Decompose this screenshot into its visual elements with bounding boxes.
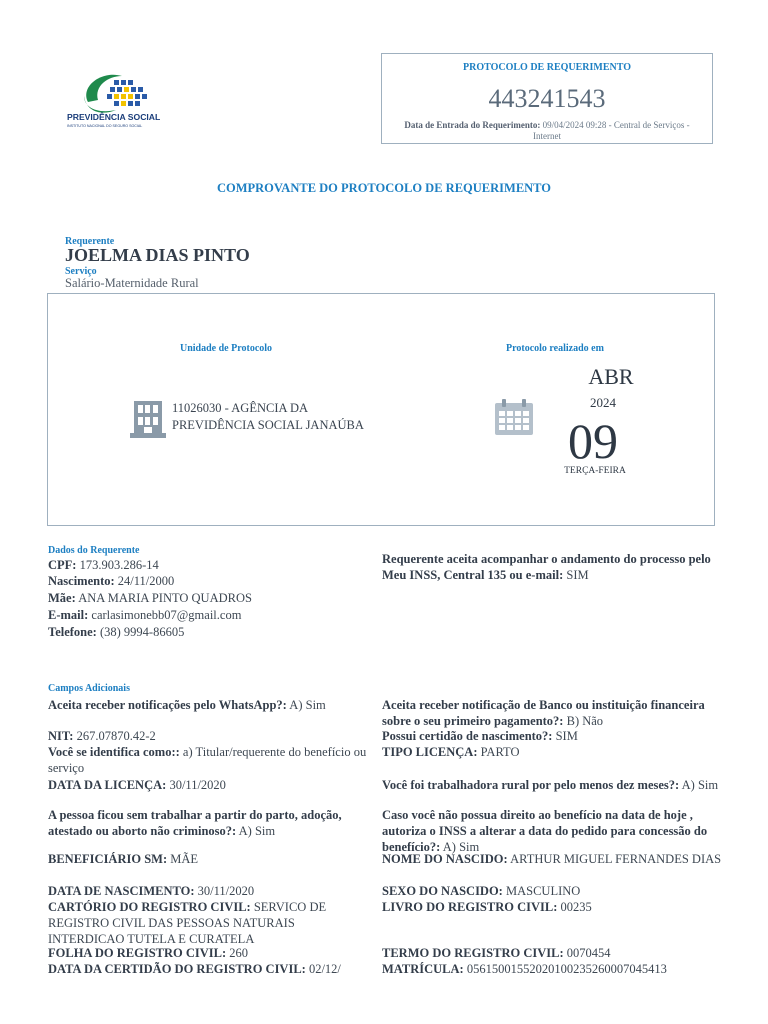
requerente-label: Requerente <box>65 236 115 247</box>
data-licenca-field: DATA DA LICENÇA: 30/11/2020 <box>48 778 226 792</box>
livro-field: LIVRO DO REGISTRO CIVIL: 00235 <box>382 900 592 914</box>
protocol-label: PROTOCOLO DE REQUERIMENTO <box>463 62 631 73</box>
svg-text:INSTITUTO NACIONAL DO SEGURO S: INSTITUTO NACIONAL DO SEGURO SOCIAL <box>67 124 143 128</box>
entry-date: Data de Entrada do Requerimento: 09/04/2024 09:28 - Central de Serviços - Internet <box>404 120 690 141</box>
nascimento-field: Nascimento: 24/11/2000 <box>48 574 175 588</box>
dados-label: Dados do Requerente <box>48 545 140 556</box>
protocol-number: 443241543 <box>488 84 606 113</box>
tipo-licenca-field: TIPO LICENÇA: PARTO <box>382 745 520 759</box>
svg-text:PREVIDÊNCIA SOCIAL: PREVIDÊNCIA SOCIAL <box>67 112 161 122</box>
telefone-field: Telefone: (38) 9994-86605 <box>48 625 185 639</box>
folha-field: FOLHA DO REGISTRO CIVIL: 260 <box>48 946 249 960</box>
data-certidao-field: DATA DA CERTIDÃO DO REGISTRO CIVIL: 02/12/ <box>48 962 341 976</box>
previdencia-logo <box>64 66 170 132</box>
protocol-box <box>381 53 713 144</box>
realizado-label: Protocolo realizado em <box>506 343 604 354</box>
termo-field: TERMO DO REGISTRO CIVIL: 0070454 <box>382 946 611 960</box>
cpf-field: CPF: 173.903.286-14 <box>48 558 159 572</box>
identifica-field: Você se identifica como:: a) Titular/requerente do benefício ou serviço <box>48 745 367 775</box>
nit-field: NIT: 267.07870.42-2 <box>48 729 156 743</box>
protocol-month: ABR <box>588 364 634 389</box>
calendar-icon <box>494 398 534 436</box>
alterar-data-field: Caso você não possua direito ao benefício na data de hoje , autoriza o INSS a alterar a data do pedido para concessão do benefício?: A) Sim <box>382 808 708 854</box>
servico-name: Salário-Maternidade Rural <box>65 276 199 290</box>
protocol-day: 09 <box>568 413 618 469</box>
nome-nascido-field: NOME DO NASCIDO: ARTHUR MIGUEL FERNANDES DIAS <box>382 852 722 866</box>
building-icon <box>130 399 166 439</box>
rural-field: Você foi trabalhadora rural por pelo menos dez meses?: A) Sim <box>382 778 719 792</box>
unidade-name: 11026030 - AGÊNCIA DA PREVIDÊNCIA SOCIAL JANAÚBA <box>172 401 364 432</box>
sexo-field: SEXO DO NASCIDO: MASCULINO <box>382 884 581 898</box>
document-title: COMPROVANTE DO PROTOCOLO DE REQUERIMENTO <box>216 181 552 195</box>
servico-label: Serviço <box>65 266 97 277</box>
certidao-field: Possui certidão de nascimento?: SIM <box>382 729 578 743</box>
protocol-weekday: TERÇA-FEIRA <box>564 466 626 476</box>
mae-field: Mãe: ANA MARIA PINTO QUADROS <box>48 591 252 605</box>
protocol-year: 2024 <box>590 395 616 410</box>
requerente-name: JOELMA DIAS PINTO <box>65 245 250 265</box>
unidade-label: Unidade de Protocolo <box>180 343 273 354</box>
matricula-field: MATRÍCULA: 05615001552020100235260007045413 <box>382 962 667 976</box>
beneficiario-field: BENEFICIÁRIO SM: MÃE <box>48 852 199 866</box>
campos-label: Campos Adicionais <box>48 683 130 694</box>
banco-field: Aceita receber notificação de Banco ou instituição financeira sobre o seu primeiro pagamento?: B) Não <box>382 698 705 728</box>
cartorio-field: CARTÓRIO DO REGISTRO CIVIL: SERVICO DE REGISTRO CIVIL DAS PESSOAS NATURAIS INTERDICAO TUTELA E CURATELA <box>48 900 327 946</box>
whatsapp-field: Aceita receber notificações pelo WhatsApp?: A) Sim <box>48 698 326 712</box>
sem-trabalho-field: A pessoa ficou sem trabalhar a partir do parto, adoção, atestado ou aborto não criminoso?: A) Sim <box>48 808 342 838</box>
data-nascimento-field: DATA DE NASCIMENTO: 30/11/2020 <box>48 884 255 898</box>
acompanhar-field: Requerente aceita acompanhar o andamento do processo pelo Meu INSS, Central 135 ou e-mail: SIM <box>382 552 711 582</box>
email-field: E-mail: carlasimonebb07@gmail.com <box>48 608 242 622</box>
